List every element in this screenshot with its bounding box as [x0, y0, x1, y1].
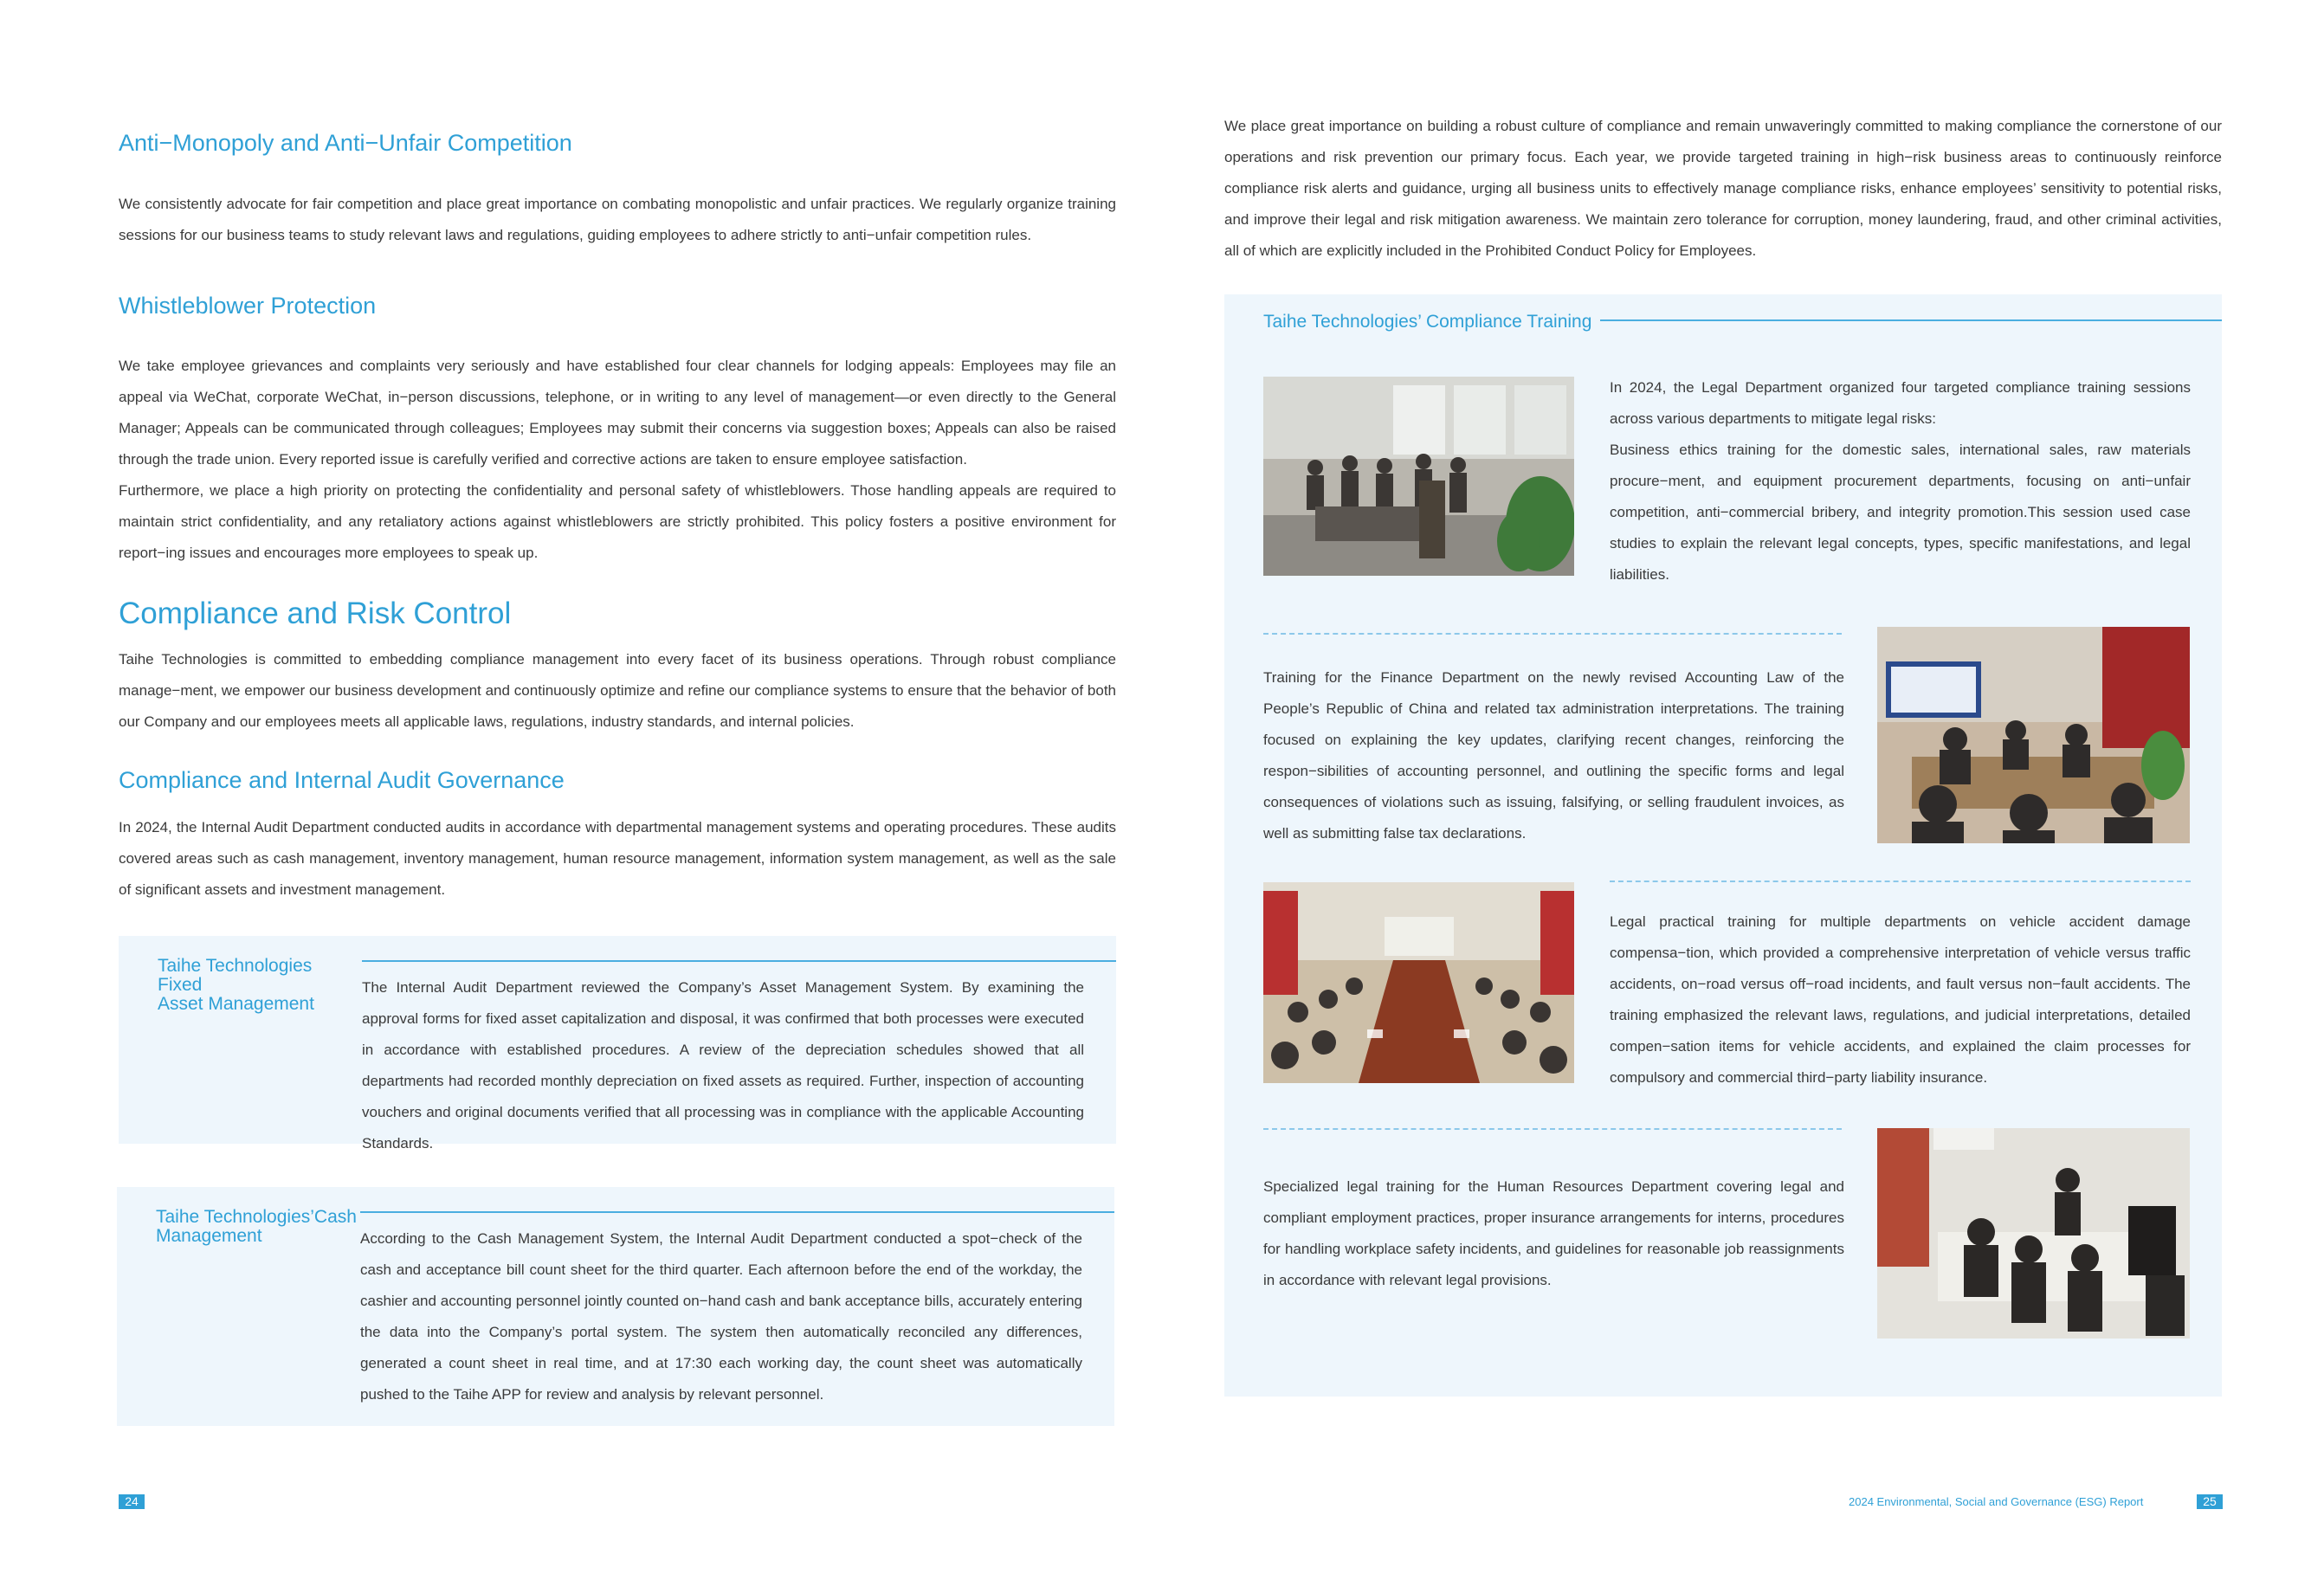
photo-business-ethics-training	[1263, 377, 1574, 576]
fixed-asset-panel	[119, 936, 1116, 1152]
paragraph-finance-training: Training for the Finance Department on the newly revised Accounting Law of the People’s Republic of China and related tax administration interpretations. The training focused on explaining the key updates, clarifying recent changes, reinforcing the respon−sibilities of accounting personnel, and outlining the specific forms and legal consequences of violations such as issuing, falsifying, or selling fraudulent invoices, as well as submitting false tax declarations.	[1263, 669, 1844, 842]
paragraph-vehicle-accident-training: Legal practical training for multiple departments on vehicle accident damage compensa−tion, which provided a comprehensive interpretation of vehicle versus traffic accidents, on−road versus off−road incidents, and fault versus non−fault accidents. The training emphasized the relevant laws, regulations, and judicial interpretations, detailed compen−sation items for vehicle accidents, and explained the claim processes for compulsory and commercial third−party liability insurance.	[1610, 913, 2191, 1086]
report-footer-title: 2024 Environmental, Social and Governance (ESG) Report	[1849, 1495, 2144, 1508]
cash-management-panel-text: According to the Cash Management System, the Internal Audit Department conducted a spot−check of the cash and acceptance bill count sheet for the third quarter. Each afternoon before the end of the workday, the cashier and accounting personnel jointly counted on−hand cash and bank acceptance bills, accurately entering the data into the Company’s portal system. The system then automatically reconciled any differences, generated a count sheet in real time, and at 17:30 each working day, the count sheet was automatically pushed to the Taihe APP for review and analysis by relevant personnel.	[360, 1230, 1082, 1403]
paragraph-anti-monopoly: We consistently advocate for fair competition and place great importance on combating monopolistic and unfair practices. We regularly organize training sessions for our business teams to study relevant laws and regulations, guiding employees to adhere strictly to anti−unfair competition rules.	[119, 196, 1116, 243]
page-number-right: 25	[2197, 1494, 2223, 1509]
fixed-asset-title-rule	[362, 960, 1116, 962]
section-heading-whistleblower: Whistleblower Protection	[119, 293, 377, 319]
paragraph-business-ethics-training: Business ethics training for the domestic sales, international sales, raw materials procure−ment, and equipment procurement departments, focusing on anti−unfair competition, anti−commercial bribery, and integrity promotion.This session used case studies to explain the relevant legal concepts, types, specific manifestations, and legal liabilities.	[1610, 442, 2191, 583]
divider-dashed-2	[1610, 881, 2191, 882]
training-item-1-text	[1610, 372, 2191, 590]
compliance-training-title: Taihe Technologies’ Compliance Training	[1263, 312, 1592, 332]
paragraph-internal-audit: In 2024, the Internal Audit Department conducted audits in accordance with departmental management systems and operating procedures. These audits covered areas such as cash management, inventory management, human resource management, information system management, as well as the sale of significant assets and investment management.	[119, 819, 1116, 898]
paragraph-compliance-culture: We place great importance on building a robust culture of compliance and remain unwaveringly committed to making compliance the cornerstone of our operations and risk prevention our primary focus. Each year, we provide targeted training in high−risk business areas to continuously reinforce compliance risk alerts and guidance, urging all business units to effectively manage compliance risks, enhance employees’ sensitivity to potential risks, and improve their legal and risk mitigation awareness. We maintain zero tolerance for corruption, money laundering, fraud, and other criminal activities, all of which are explicitly included in the Prohibited Conduct Policy for Employees.	[1224, 118, 2222, 259]
compliance-training-title-rule	[1600, 319, 2222, 321]
cash-title-rule	[360, 1211, 1114, 1213]
section-heading-internal-audit: Compliance and Internal Audit Governance	[119, 767, 565, 793]
fixed-asset-title-line2: Asset Management	[158, 994, 314, 1014]
paragraph-hr-training: Specialized legal training for the Human Resources Department covering legal and compliant employment practices, proper insurance arrangements for interns, procedures for handling workplace safety incidents, and guidelines for reasonable job reassignments in accordance with relevant legal provisions.	[1263, 1178, 1844, 1288]
photo-vehicle-accident-training	[1263, 882, 1574, 1083]
cash-management-panel	[117, 1187, 1114, 1426]
section-heading-compliance-risk: Compliance and Risk Control	[119, 597, 512, 630]
fixed-asset-panel-text: The Internal Audit Department reviewed the Company’s Asset Management System. By examining the approval forms for fixed asset capitalization and disposal, it was confirmed that both processes were executed in accordance with established procedures. A review of the depreciation schedules showed that all departments had recorded monthly depreciation on fixed assets as required. Further, inspection of accounting vouchers and original documents verified that all processing was in compliance with the applicable Accounting Standards.	[362, 979, 1084, 1152]
photo-hr-training	[1877, 1128, 2190, 1339]
fixed-asset-panel-title	[158, 957, 357, 1014]
paragraph-compliance-risk: Taihe Technologies is committed to embedding compliance management into every facet of its business operations. Through robust compliance manage−ment, we empower our business development and continuously optimize and refine our compliance systems to ensure that the behavior of both our Company and our employees meets all applicable laws, regulations, industry standards, and internal policies.	[119, 651, 1116, 730]
cash-title-line1: Taihe Technologies’Cash	[156, 1207, 357, 1227]
photo-finance-training	[1877, 627, 2190, 843]
whistleblower-body	[119, 351, 1116, 569]
fixed-asset-title-line1: Taihe Technologies Fixed	[158, 956, 313, 995]
photo-finance-meeting	[1877, 627, 2190, 843]
paragraph-whistleblower-channels: We take employee grievances and complaints very seriously and have established four clear channels for lodging appeals: Employees may file an appeal via WeChat, corporate WeChat, in−person discussions, telephone, or in writing to any level of management—or even directly to the General Manager; Appeals can be communicated through colleagues; Employees may submit their concerns via suggestion boxes; Appeals can also be raised through the trade union. Every reported issue is carefully verified and corrective actions are taken to ensure employee satisfaction.	[119, 358, 1116, 468]
cash-management-panel-title	[156, 1208, 364, 1246]
paragraph-training-intro: In 2024, the Legal Department organized four targeted compliance training sessions across various departments to mitigate legal risks:	[1610, 379, 2191, 427]
paragraph-whistleblower-confidentiality: Furthermore, we place a high priority on protecting the confidentiality and personal safety of whistleblowers. Those handling appeals are required to maintain strict confidentiality, and any retaliatory actions against whistleblowers are strictly prohibited. This policy fosters a positive environment for report−ing issues and encourages more employees to speak up.	[119, 482, 1116, 561]
divider-dashed-1	[1263, 633, 1842, 635]
page-number-left: 24	[119, 1494, 145, 1509]
photo-small-meeting	[1877, 1128, 2190, 1339]
compliance-training-panel	[1224, 294, 2222, 1397]
cash-title-line2: Management	[156, 1226, 262, 1246]
photo-conference-hall	[1263, 882, 1574, 1083]
divider-dashed-3	[1263, 1128, 1842, 1130]
photo-meeting-room-standing	[1263, 377, 1574, 576]
section-heading-anti-monopoly: Anti−Monopoly and Anti−Unfair Competition	[119, 130, 572, 156]
